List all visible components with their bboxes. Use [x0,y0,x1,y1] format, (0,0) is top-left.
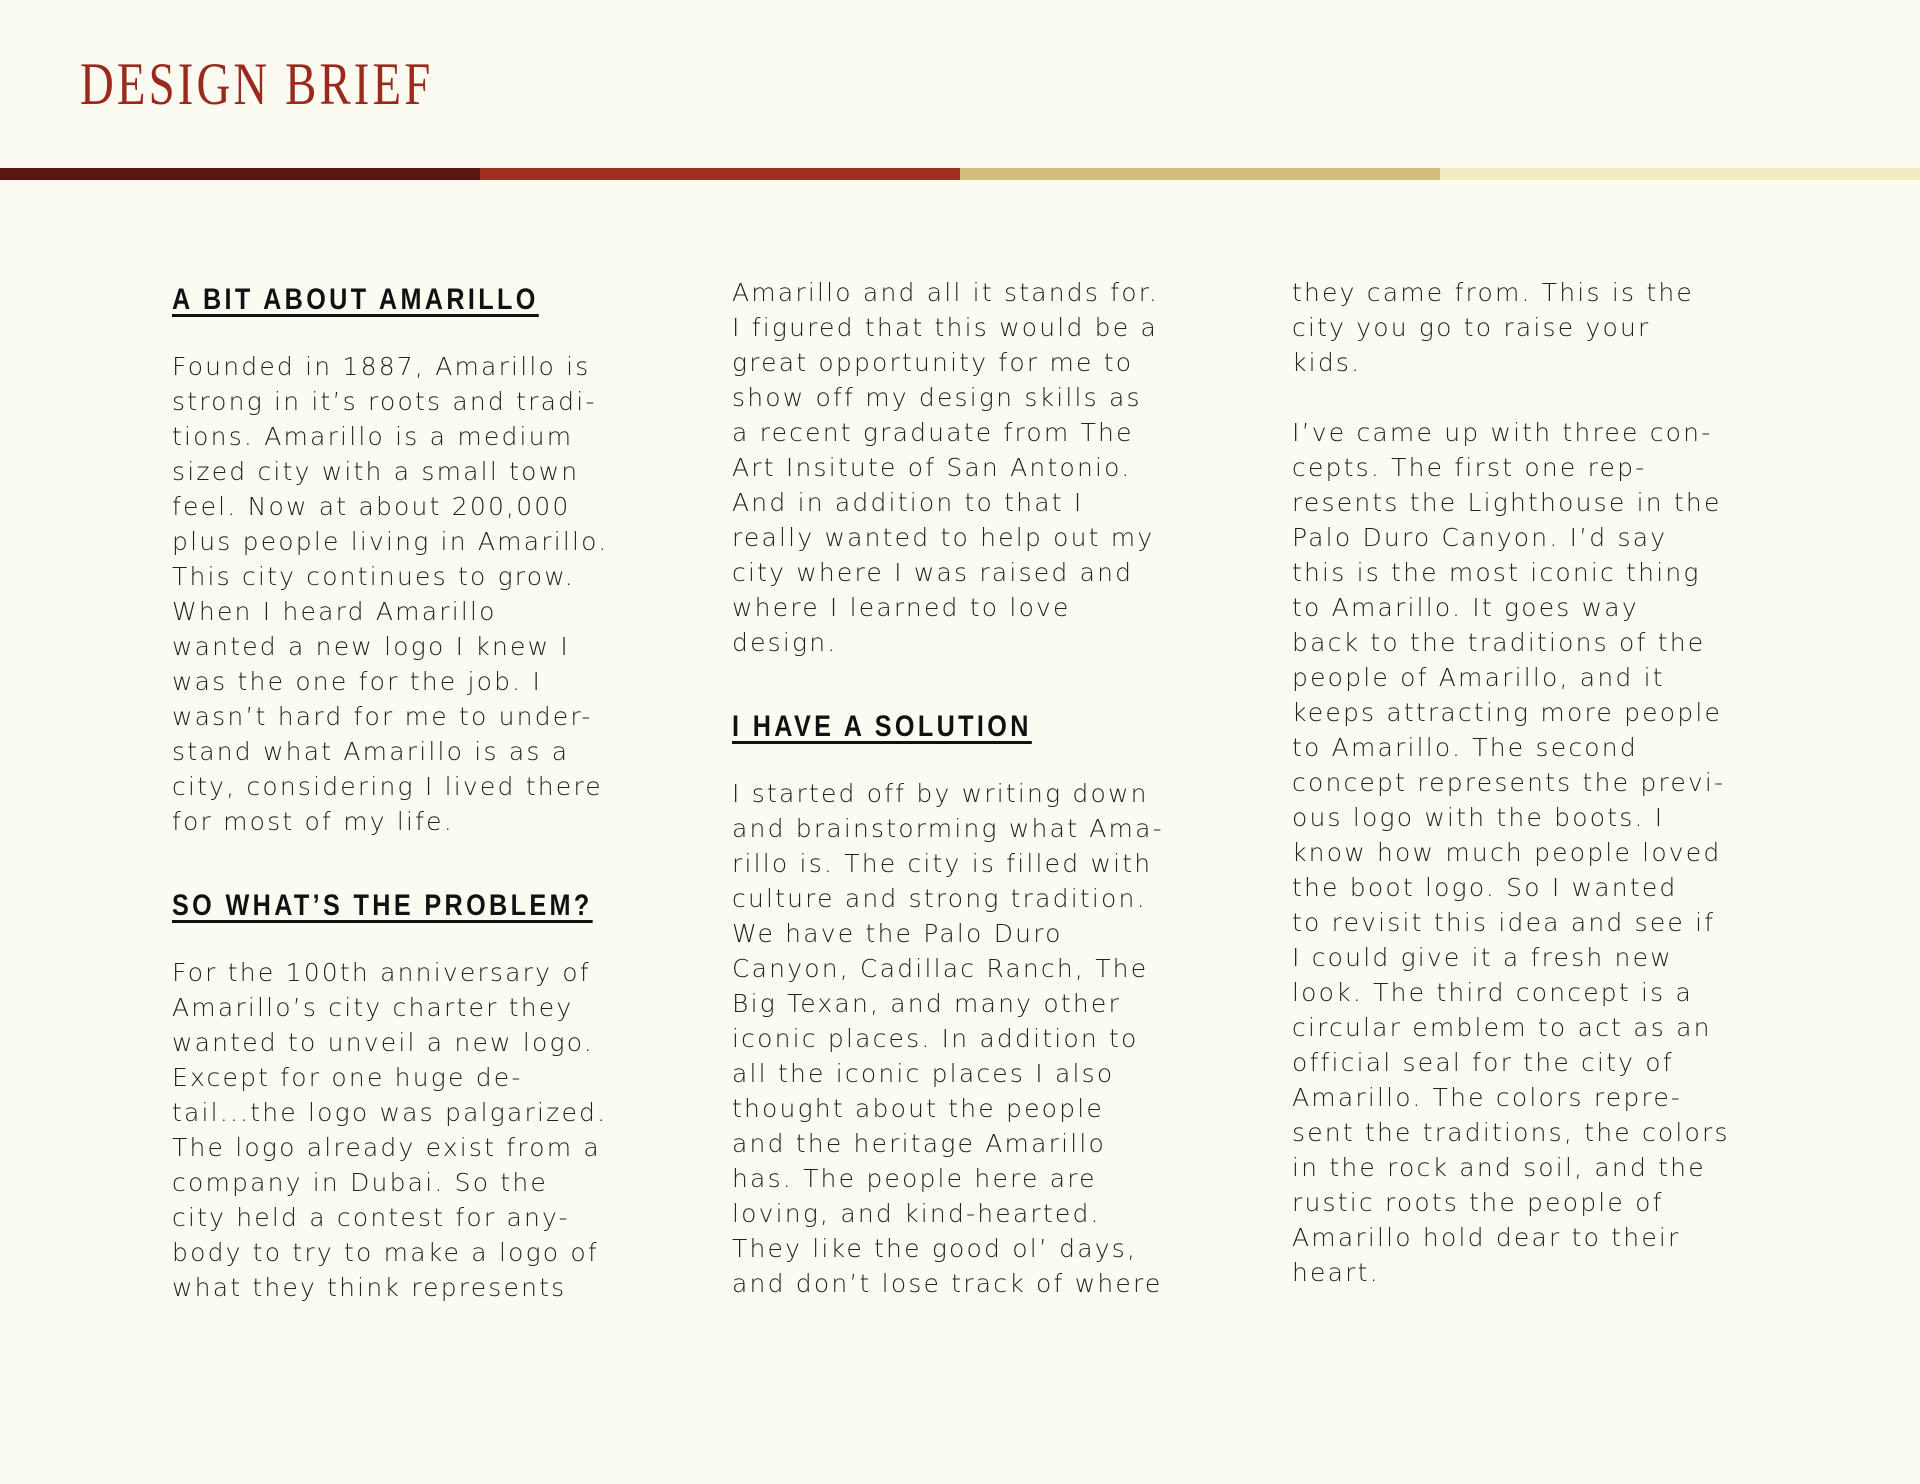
paragraph-problem: For the 100th anniversary of Amarillo’s city charter they wanted to unveil a new logo. Except for one huge de- tail...the logo was palgarized. The logo already exist from a company in Dubai. So the city held a contest for any- body to try to make a logo of what they think represents [172,958,608,1302]
section-heading-problem: SO WHAT’S THE PROBLEM? [172,889,593,922]
stripe-segment-cream [1440,168,1920,180]
text-column-2 [732,275,1202,1301]
paragraph-about-amarillo: Founded in 1887, Amarillo is strong in it’s roots and tradi- tions. Amarillo is a medium sized city with a small town feel. Now at about 200,000 plus people living in Amarillo. This city continues to grow. When I heard Amarillo wanted a new logo I knew I was the one for the job. I wasn’t hard for me to under- stand what Amarillo is as a city, considering I lived there for most of my life. [172,352,609,836]
paragraph-solution-continued: they came from. This is the city you go to raise your kids. [1292,278,1694,377]
paragraph-solution: I started off by writing down and brainstorming what Ama- rillo is. The city is filled with culture and strong tradition. We have the Palo Duro Canyon, Cadillac Ranch, The Big Texan, and many other iconic places. In addition to all the iconic places I also thought about the people and the heritage Amarillo has. The people here are loving, and kind-hearted. They like the good ol’ days, and don’t lose track of where [732,779,1164,1298]
text-column-1 [172,275,642,1305]
section-heading-about-amarillo: A BIT ABOUT AMARILLO [172,283,539,316]
color-stripe [0,168,1920,180]
page-title: DESIGN BRIEF [80,51,434,117]
stripe-segment-dark-red [0,168,480,180]
text-column-3 [1292,275,1762,1290]
paragraph-problem-continued: Amarillo and all it stands for. I figured that this would be a great opportunity for me to show off my design skills as a recent graduate from The Art Insitute of San Antonio. And in addition to that I really wanted to help out my city where I was raised and where I learned to love design. [732,278,1160,657]
paragraph-concepts: I’ve came up with three con- cepts. The first one rep- resents the Lighthouse in the Palo Duro Canyon. I’d say this is the most iconic thing to Amarillo. It goes way back to the traditions of the people of Amarillo, and it keeps attracting more people to Amarillo. The second concept represents the previ- ous logo with the boots. I know how much people loved the boot logo. So I wanted to revisit this idea and see if I could give it a fresh new look. The third concept is a circular emblem to act as an official seal for the city of Amarillo. The colors repre- sent the traditions, the colors in the rock and soil, and the rustic roots the people of Amarillo hold dear to their heart. [1292,418,1730,1287]
stripe-segment-red [480,168,960,180]
stripe-segment-gold [960,168,1440,180]
section-heading-solution: I HAVE A SOLUTION [732,710,1032,743]
